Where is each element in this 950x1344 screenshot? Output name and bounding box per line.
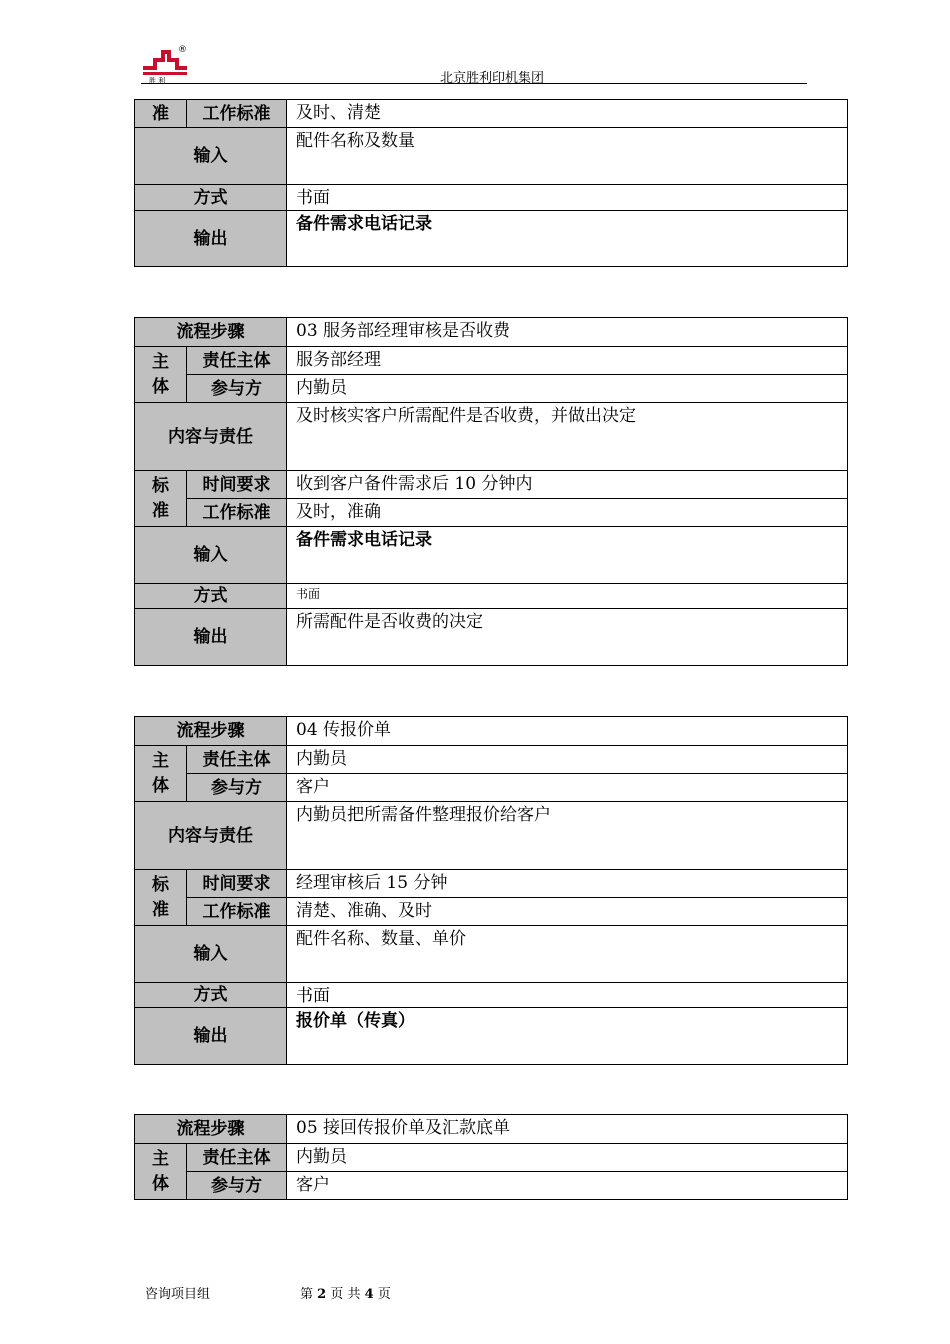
content-label: 内容与责任: [135, 802, 287, 870]
step-row: [135, 318, 848, 347]
step-row: [135, 1115, 848, 1144]
header-divider: [141, 83, 807, 84]
participant-row: [135, 375, 848, 403]
participant-value: 内勤员: [287, 375, 848, 403]
content-label: 内容与责任: [135, 403, 287, 471]
company-name: 北京胜利印机集团: [440, 71, 545, 86]
method-label: 方式: [135, 584, 287, 609]
step-row: [135, 717, 848, 746]
work-standard-row: [135, 898, 848, 926]
work-standard-value: 清楚、准确、及时: [287, 898, 848, 926]
victory-logo-icon: [141, 44, 191, 84]
responsible-label: 责任主体: [187, 746, 287, 774]
page-total: 4: [364, 1287, 374, 1302]
output-row: [135, 1008, 848, 1065]
method-value: 书面: [287, 185, 848, 211]
standard-side-label: 准: [135, 100, 187, 128]
work-standard-value: 及时、清楚: [287, 100, 848, 128]
responsible-value: 内勤员: [287, 746, 848, 774]
output-value: 备件需求电话记录: [287, 211, 848, 267]
responsible-row: [135, 746, 848, 774]
process-table-step-03: [134, 317, 848, 666]
step-value: 04 传报价单: [287, 717, 848, 746]
output-row: [135, 609, 848, 666]
output-value: 报价单（传真）: [287, 1008, 848, 1065]
process-table-step-04: [134, 716, 848, 1065]
work-standard-row: [135, 499, 848, 527]
method-value: 书面: [287, 584, 848, 609]
output-label: 输出: [135, 1008, 287, 1065]
participant-label: 参与方: [187, 1172, 287, 1200]
step-label: 流程步骤: [135, 717, 287, 746]
participant-row: [135, 774, 848, 802]
input-row: [135, 926, 848, 983]
input-value: 配件名称、数量、单价: [287, 926, 848, 983]
process-table-step-05: [134, 1114, 848, 1200]
method-label: 方式: [135, 185, 287, 211]
method-row: [135, 983, 848, 1008]
logo-text: 胜 利: [149, 77, 166, 84]
responsible-row: [135, 347, 848, 375]
subject-side-label: 主 体: [135, 746, 187, 802]
time-value: 收到客户备件需求后 10 分钟内: [287, 471, 848, 499]
time-label: 时间要求: [187, 870, 287, 898]
input-row: [135, 527, 848, 584]
output-row: [135, 211, 848, 267]
responsible-row: [135, 1144, 848, 1172]
participant-label: 参与方: [187, 375, 287, 403]
input-value: 备件需求电话记录: [287, 527, 848, 584]
input-row: [135, 128, 848, 185]
participant-value: 客户: [287, 1172, 848, 1200]
input-label: 输入: [135, 128, 287, 185]
step-label: 流程步骤: [135, 1115, 287, 1144]
standard-side-label: 标 准: [135, 471, 187, 527]
subject-side-label: 主 体: [135, 347, 187, 403]
content-row: [135, 802, 848, 870]
work-standard-value: 及时，准确: [287, 499, 848, 527]
time-row: [135, 870, 848, 898]
method-row: [135, 584, 848, 609]
output-label: 输出: [135, 211, 287, 267]
page-prefix: 第: [300, 1287, 314, 1302]
company-logo: [141, 44, 191, 84]
output-value: 所需配件是否收费的决定: [287, 609, 848, 666]
step-value: 05 接回传报价单及汇款底单: [287, 1115, 848, 1144]
time-label: 时间要求: [187, 471, 287, 499]
step-value: 03 服务部经理审核是否收费: [287, 318, 848, 347]
input-label: 输入: [135, 527, 287, 584]
responsible-value: 内勤员: [287, 1144, 848, 1172]
input-label: 输入: [135, 926, 287, 983]
standard-side-label: 标 准: [135, 870, 187, 926]
responsible-label: 责任主体: [187, 347, 287, 375]
page-mid: 页 共: [330, 1287, 361, 1302]
participant-row: [135, 1172, 848, 1200]
work-standard-row: [135, 100, 848, 128]
method-label: 方式: [135, 983, 287, 1008]
work-standard-label: 工作标准: [187, 100, 287, 128]
page-suffix: 页: [377, 1287, 391, 1302]
content-value: 及时核实客户所需配件是否收费，并做出决定: [287, 403, 848, 471]
work-standard-label: 工作标准: [187, 499, 287, 527]
output-label: 输出: [135, 609, 287, 666]
input-value: 配件名称及数量: [287, 128, 848, 185]
time-row: [135, 471, 848, 499]
process-table-continued: [134, 99, 848, 267]
responsible-value: 服务部经理: [287, 347, 848, 375]
registered-mark: ®: [178, 45, 187, 55]
method-row: [135, 185, 848, 211]
participant-value: 客户: [287, 774, 848, 802]
responsible-label: 责任主体: [187, 1144, 287, 1172]
content-row: [135, 403, 848, 471]
time-value: 经理审核后 15 分钟: [287, 870, 848, 898]
footer-group: 咨询项目组: [145, 1287, 211, 1302]
work-standard-label: 工作标准: [187, 898, 287, 926]
participant-label: 参与方: [187, 774, 287, 802]
subject-side-label: 主 体: [135, 1144, 187, 1200]
step-label: 流程步骤: [135, 318, 287, 347]
method-value: 书面: [287, 983, 848, 1008]
page-current: 2: [317, 1287, 327, 1302]
content-value: 内勤员把所需备件整理报价给客户: [287, 802, 848, 870]
page-number: [300, 1283, 391, 1302]
